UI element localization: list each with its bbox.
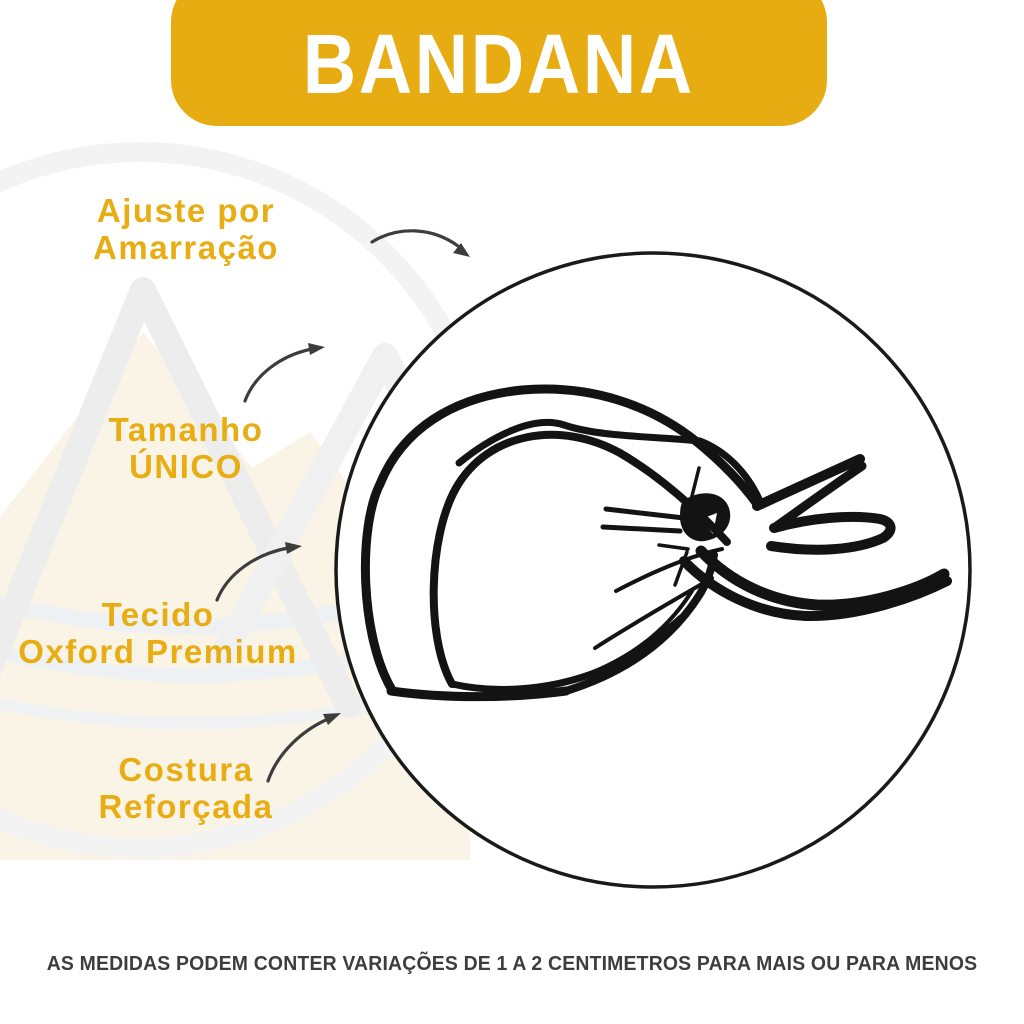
feature-label-tecido-oxford-premium bbox=[0, 596, 328, 670]
curved-arrow-icon bbox=[372, 231, 470, 257]
feature-line: Amarração bbox=[93, 229, 279, 266]
feature-line: Reforçada bbox=[98, 788, 274, 825]
feature-line: Oxford Premium bbox=[18, 633, 298, 670]
curved-arrow-icon bbox=[217, 542, 302, 600]
feature-line: Tecido bbox=[101, 596, 215, 633]
feature-line: Tamanho bbox=[108, 411, 264, 448]
feature-label-tamanho-unico bbox=[16, 411, 356, 485]
measurement-disclaimer: AS MEDIDAS PODEM CONTER VARIAÇÕES DE 1 A 2 CENTIMETROS PARA MAIS OU PARA MENOS bbox=[46, 953, 978, 975]
page-title: BANDANA bbox=[302, 17, 696, 111]
feature-line: Costura bbox=[118, 751, 254, 788]
feature-label-ajuste-por-amarracao bbox=[16, 192, 356, 266]
title-banner bbox=[171, 0, 827, 126]
feature-label-costura-reforcada bbox=[16, 751, 356, 825]
feature-line: Ajuste por bbox=[96, 192, 276, 229]
feature-line: ÚNICO bbox=[129, 448, 243, 485]
curved-arrow-icon bbox=[245, 343, 325, 401]
